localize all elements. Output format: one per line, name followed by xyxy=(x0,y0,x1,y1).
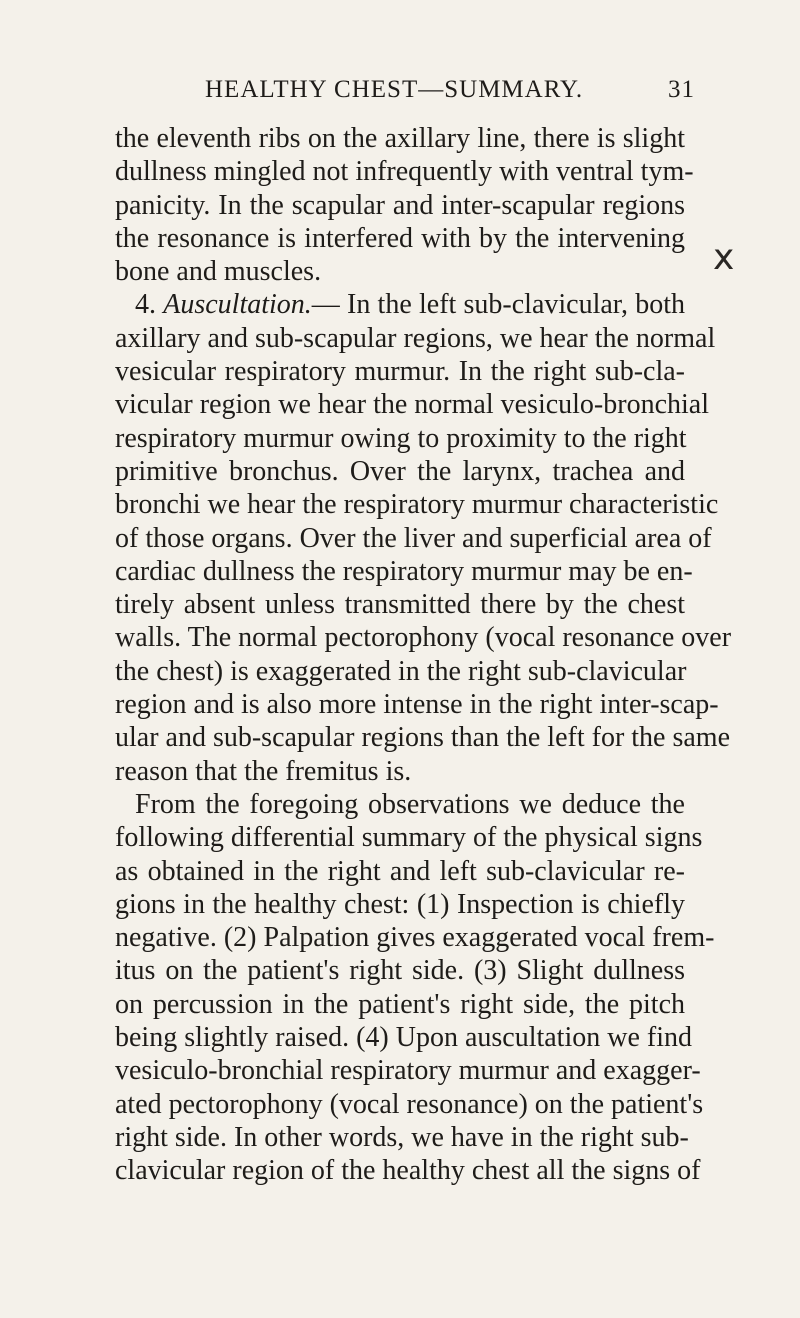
text-line: itus on the patient's right side. (3) Slight dullness xyxy=(115,955,685,987)
text-line: axillary and sub-scapular regions, we hear the normal xyxy=(115,322,716,354)
text-line: negative. (2) Palpation gives exaggerated vocal frem- xyxy=(115,922,715,954)
text-line: ated pectorophony (vocal resonance) on the patient's xyxy=(115,1088,704,1120)
text-line: as obtained in the right and left sub-clavicular re- xyxy=(115,855,685,887)
page-number: 31 xyxy=(668,76,695,103)
text-line: clavicular region of the healthy chest all the signs of xyxy=(115,1155,701,1187)
text-line: vesicular respiratory murmur. In the right sub-cla- xyxy=(115,356,685,388)
running-head xyxy=(205,76,695,110)
section-text: — In the left sub-clavicular, both xyxy=(311,289,686,321)
text-line: of those organs. Over the liver and superficial area of xyxy=(115,522,712,554)
text-line: the eleventh ribs on the axillary line, there is slight xyxy=(115,123,685,154)
text-line: respiratory murmur owing to proximity to the right xyxy=(115,422,687,454)
text-line: bone and muscles. xyxy=(115,256,322,288)
margin-annotation-mark: x xyxy=(713,237,735,278)
text-line: the chest) is exaggerated in the right sub-clavicular xyxy=(115,655,687,687)
text-line: vesiculo-bronchial respiratory murmur and exagger- xyxy=(115,1055,701,1087)
text-line: right side. In other words, we have in the right sub- xyxy=(115,1121,689,1153)
text-line: walls. The normal pectorophony (vocal resonance over xyxy=(115,622,732,654)
text-line-auscultation xyxy=(115,288,685,321)
text-line: gions in the healthy chest: (1) Inspection is chiefly xyxy=(115,888,685,920)
text-line: being slightly raised. (4) Upon auscultation we find xyxy=(115,1022,692,1054)
text-line: tirely absent unless transmitted there by the chest xyxy=(115,589,685,621)
text-line: ular and sub-scapular regions than the left for the same xyxy=(115,722,731,754)
text-line: region and is also more intense in the right inter-scap- xyxy=(115,689,719,721)
section-number: 4. xyxy=(135,289,164,321)
text-line: following differential summary of the physical signs xyxy=(115,822,703,854)
text-line: dullness mingled not infrequently with ventral tym- xyxy=(115,156,694,188)
text-line: primitive bronchus. Over the larynx, trachea and xyxy=(115,455,685,487)
text-line: panicity. In the scapular and inter-scapular regions xyxy=(115,189,685,221)
text-line: bronchi we hear the respiratory murmur characteristic xyxy=(115,489,719,521)
text-line: reason that the fremitus is. xyxy=(115,755,412,787)
text-line: vicular region we hear the normal vesiculo-bronchial xyxy=(115,389,709,421)
text-line: From the foregoing observations we deduce the xyxy=(135,788,685,820)
text-line: on percussion in the patient's right side, the pitch xyxy=(115,988,685,1020)
text-line: cardiac dullness the respiratory murmur may be en- xyxy=(115,555,693,587)
running-head-title: HEALTHY CHEST—SUMMARY. xyxy=(205,76,584,103)
body-text xyxy=(115,122,732,1188)
section-heading: Auscultation. xyxy=(163,289,312,321)
text-line: the resonance is interfered with by the intervening xyxy=(115,222,685,254)
